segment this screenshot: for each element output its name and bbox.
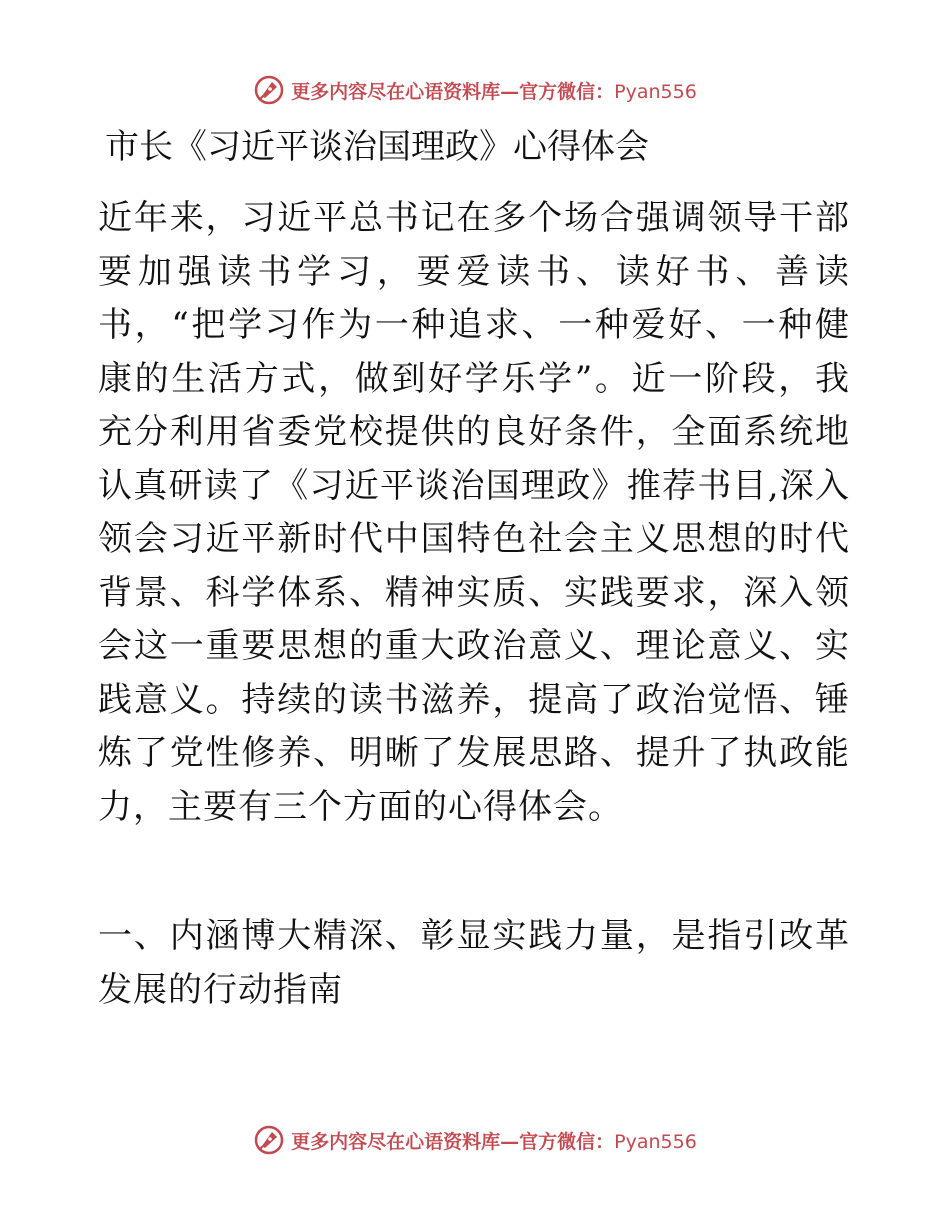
- banner-main-text: 更多内容尽在心语资料库—官方微信：: [291, 80, 615, 103]
- footer-watermark-banner: [0, 1120, 950, 1160]
- banner-wechat-id: Pyan556: [614, 1130, 697, 1153]
- document-title: 市长《习近平谈治国理政》心得体会: [105, 127, 649, 167]
- banner-wechat-id: Pyan556: [614, 80, 697, 103]
- pen-nib-circle-icon: [253, 74, 285, 106]
- section-heading: 一、内涵博大精深、彰显实践力量，是指引改革发展的行动指南: [98, 916, 850, 1010]
- banner-main-text: 更多内容尽在心语资料库—官方微信：: [291, 1130, 615, 1153]
- pen-nib-circle-icon: [253, 1124, 285, 1156]
- header-watermark-banner: [0, 70, 950, 110]
- body-paragraph: 近年来，习近平总书记在多个场合强调领导干部要加强读书学习，要爱读书、读好书、善读书，“把学习作为一种追求、一种爱好、一种健康的生活方式，做到好学乐学”。近一阶段，我充分利用省委党校提供的良好条件，全面系统地认真研读了《习近平谈治国理政》推荐书目,深入领会习近平新时代中国特色社会主义思想的时代背景、科学体系、精神实质、实践要求，深入领会这一重要思想的重大政治意义、理论意义、实践意义。持续的读书滋养，提高了政治觉悟、锤炼了党性修养、明晰了发展思路、提升了执政能力，主要有三个方面的心得体会。: [98, 198, 850, 827]
